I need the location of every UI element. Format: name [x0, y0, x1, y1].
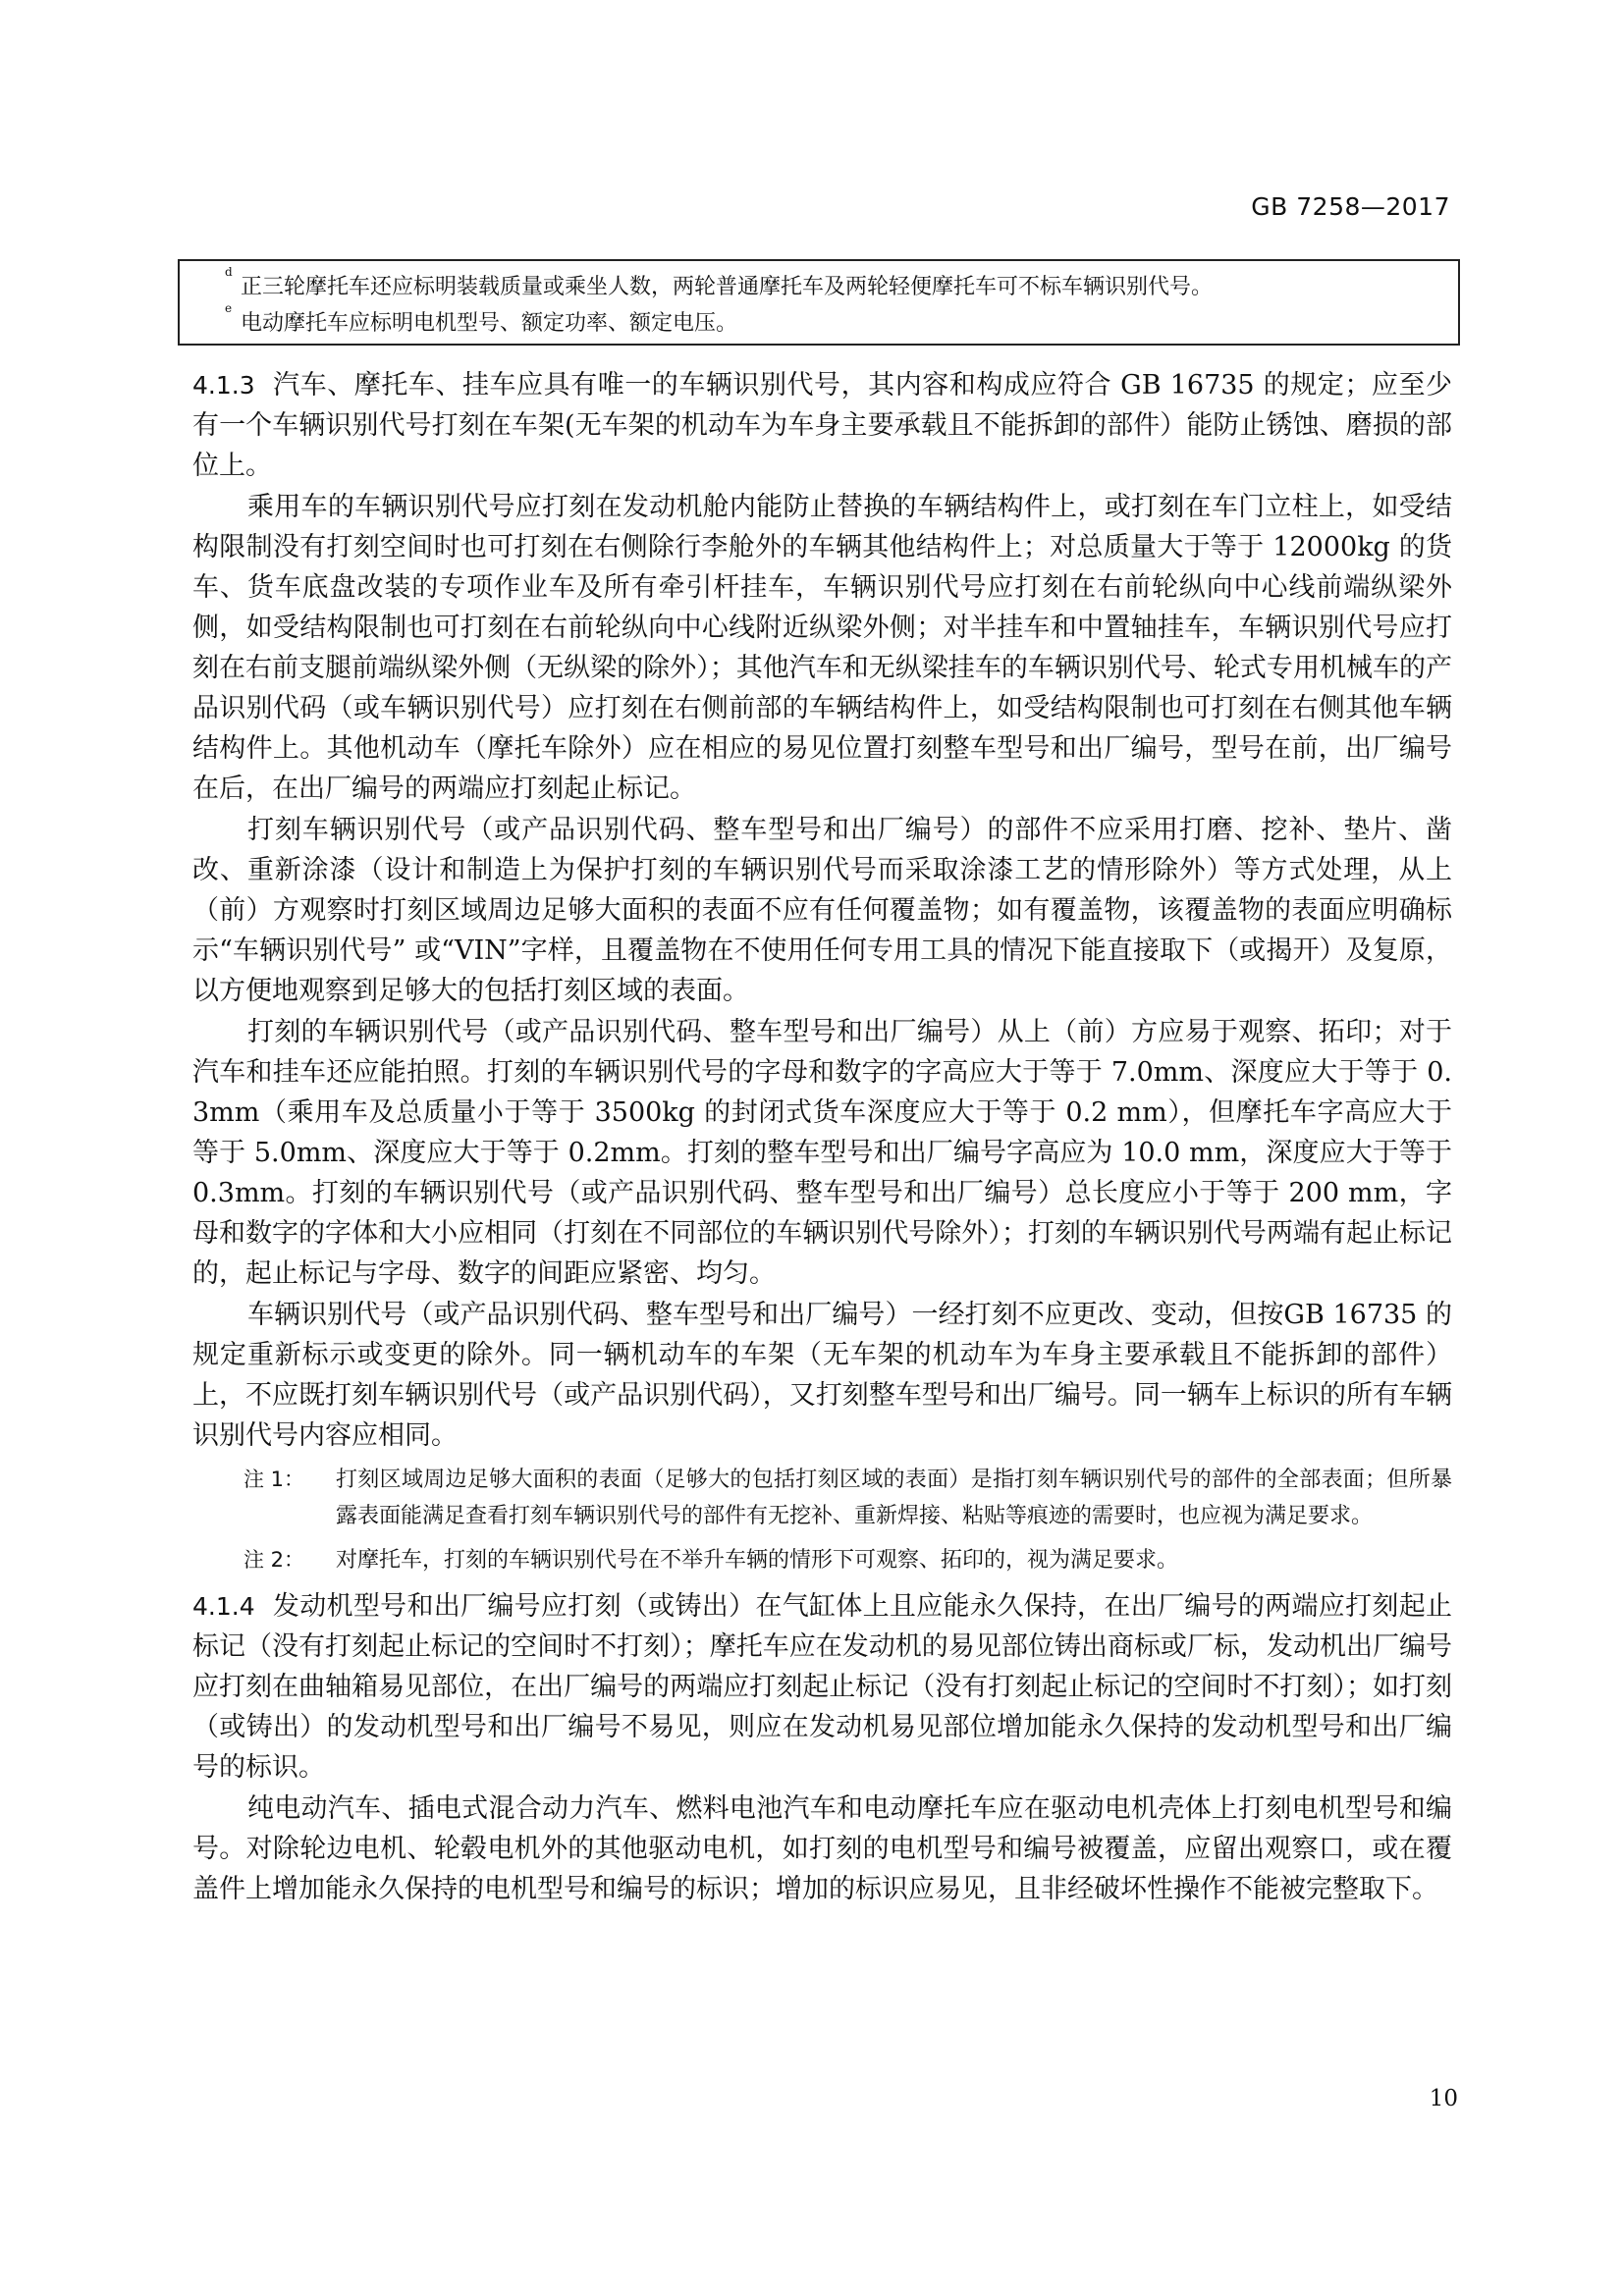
clause-number: 4.1.4: [192, 1592, 255, 1621]
footnote-e: [225, 301, 1444, 342]
note-1: [243, 1462, 1452, 1534]
clause-4-1-3-paragraph-4: 打刻的车辆识别代号（或产品识别代码、整车型号和出厂编号）从上（前）方应易于观察、拓印；对于汽车和挂车还应能拍照。打刻的车辆识别代号的字母和数字的字高应大于等于 7.0mm、深度应大于等于 0.3mm（乘用车及总质量小于等于 3500kg 的封闭式货车深度应大于等于 0.2 mm），但摩托车字高应大于等于 5.0mm、深度应大于等于 0.2mm。打刻的整车型号和出厂编号字高应为 10.0 mm，深度应大于等于 0.3mm。打刻的车辆识别代号（或产品识别代码、整车型号和出厂编号）总长度应小于等于 200 mm，字母和数字的字体和大小应相同（打刻在不同部位的车辆识别代号除外）；打刻的车辆识别代号两端有起止标记的，起止标记与字母、数字的间距应紧密、均匀。: [192, 1017, 1452, 1289]
clause-4-1-3-paragraph-3: 打刻车辆识别代号（或产品识别代码、整车型号和出厂编号）的部件不应采用打磨、挖补、垫片、凿改、重新涂漆（设计和制造上为保护打刻的车辆识别代号而采取涂漆工艺的情形除外）等方式处理，从上（前）方观察时打刻区域周边足够大面积的表面不应有任何覆盖物；如有覆盖物，该覆盖物的表面应明确标示“车辆识别代号” 或“VIN”字样，且覆盖物在不使用任何专用工具的情况下能直接取下（或揭开）及复原，以方便地观察到足够大的包括打刻区域的表面。: [192, 815, 1452, 1006]
note-text: 对摩托车，打刻的车辆识别代号在不举升车辆的情形下可观察、拓印的，视为满足要求。: [336, 1548, 1179, 1573]
footnote-d: [225, 265, 1444, 305]
clause-number: 4.1.3: [192, 371, 255, 400]
note-text: 打刻区域周边足够大面积的表面（足够大的包括打刻区域的表面）是指打刻车辆识别代号的部件的全部表面；但所暴露表面能满足查看打刻车辆识别代号的部件有无挖补、重新焊接、粘贴等痕迹的需要时，也应视为满足要求。: [336, 1468, 1452, 1528]
standard-code: GB 7258—2017: [1251, 192, 1450, 221]
note-2: [243, 1542, 1452, 1578]
footnote-text: 正三轮摩托车还应标明装载质量或乘坐人数，两轮普通摩托车及两轮轻便摩托车可不标车辆识别代号。: [241, 275, 1214, 299]
note-label: 注 2：: [243, 1548, 305, 1572]
paragraph-text: 发动机型号和出厂编号应打刻（或铸出）在气缸体上且应能永久保持，在出厂编号的两端应打刻起止标记（没有打刻起止标记的空间时不打刻）；摩托车应在发动机的易见部位铸出商标或厂标，发动机出厂编号应打刻在曲轴箱易见部位，在出厂编号的两端应打刻起止标记（没有打刻起止标记的空间时不打刻）；如打刻（或铸出）的发动机型号和出厂编号不易见，则应在发动机易见部位增加能永久保持的发动机型号和出厂编号的标识。: [192, 1591, 1452, 1783]
document-body: [192, 365, 1452, 1910]
footnote-mark: e: [225, 301, 233, 315]
footnote-text: 电动摩托车应标明电机型号、额定功率、额定电压。: [241, 311, 738, 336]
clause-4-1-3-paragraph-2: 乘用车的车辆识别代号应打刻在发动机舱内能防止替换的车辆结构件上，或打刻在车门立柱上，如受结构限制没有打刻空间时也可打刻在右侧除行李舱外的车辆其他结构件上；对总质量大于等于 12000kg 的货车、货车底盘改装的专项作业车及所有牵引杆挂车，车辆识别代号应打刻在右前轮纵向中心线前端纵梁外侧，如受结构限制也可打刻在右前轮纵向中心线附近纵梁外侧；对半挂车和中置轴挂车，车辆识别代号应打刻在右前支腿前端纵梁外侧（无纵梁的除外）；其他汽车和无纵梁挂车的车辆识别代号、轮式专用机械车的产品识别代码（或车辆识别代号）应打刻在右侧前部的车辆结构件上，如受结构限制也可打刻在右侧其他车辆结构件上。其他机动车（摩托车除外）应在相应的易见位置打刻整车型号和出厂编号，型号在前，出厂编号在后，在出厂编号的两端应打刻起止标记。: [192, 492, 1452, 804]
clause-4-1-4-paragraph-2: 纯电动汽车、插电式混合动力汽车、燃料电池汽车和电动摩托车应在驱动电机壳体上打刻电机型号和编号。对除轮边电机、轮毂电机外的其他驱动电机，如打刻的电机型号和编号被覆盖，应留出观察口，或在覆盖件上增加能永久保持的电机型号和编号的标识；增加的标识应易见，且非经破坏性操作不能被完整取下。: [192, 1793, 1452, 1904]
clause-4-1-4-paragraph-1: [192, 1586, 1452, 1788]
footnote-mark: d: [225, 265, 233, 279]
paragraph-text: 汽车、摩托车、挂车应具有唯一的车辆识别代号，其内容和构成应符合 GB 16735 的规定；应至少有一个车辆识别代号打刻在车架(无车架的机动车为车身主要承载且不能拆卸的部件）能防止锈蚀、磨损的部位上。: [192, 370, 1452, 481]
page-number: 10: [1429, 2086, 1458, 2111]
clause-4-1-3-paragraph-1: [192, 365, 1452, 486]
table-footnote-box: [178, 259, 1460, 346]
note-label: 注 1：: [243, 1468, 305, 1491]
clause-4-1-3-paragraph-5: 车辆识别代号（或产品识别代码、整车型号和出厂编号）一经打刻不应更改、变动，但按GB 16735 的规定重新标示或变更的除外。同一辆机动车的车架（无车架的机动车为车身主要承载且不能拆卸的部件）上，不应既打刻车辆识别代号（或产品识别代码），又打刻整车型号和出厂编号。同一辆车上标识的所有车辆识别代号内容应相同。: [192, 1300, 1452, 1451]
